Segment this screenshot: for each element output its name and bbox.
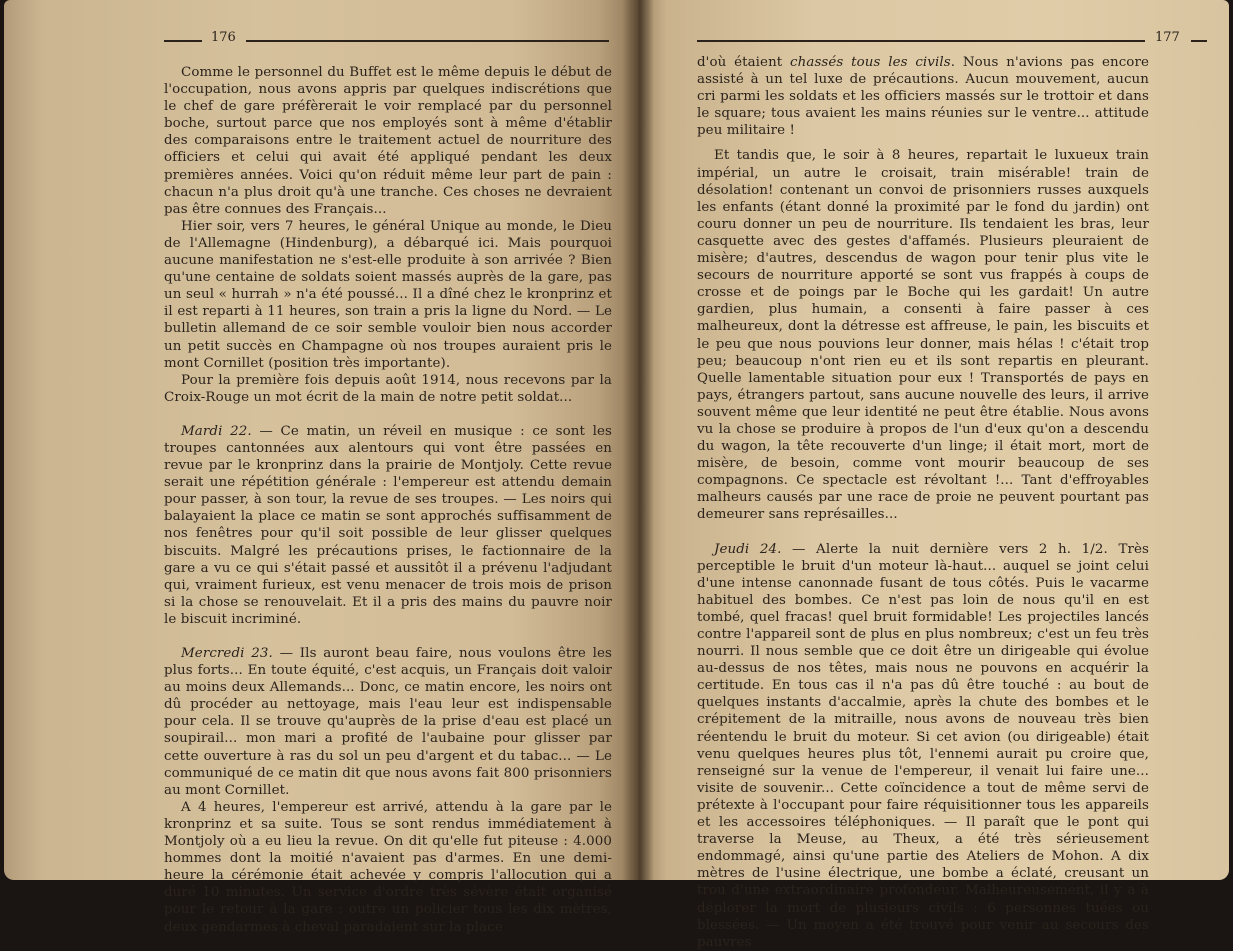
- paragraph: A 4 heures, l'empereur est arrivé, attendu à la gare par le kronprinz et sa suite. Tous se sont rendus immédiatement à Montjoly où a eu lieu la revue. On dit qu'elle fut piteuse : 4.000 hommes dont la moitié n'avaient pas d'armes. En une demi-heure la cérémonie était achevée y compris l'allocution qui a duré 10 minutes. Un service d'ordre très sévère était organisé pour le retour à la gare : outre un policier tous les dix mètres, deux gendarmes à cheval paradaient sur la place: [164, 799, 612, 935]
- diary-entry: Jeudi 24. — Alerte la nuit dernière vers 2 h. 1/2. Très perceptible le bruit d'un moteur là-haut... auquel se joint celui d'une intense canonnade fusant de tous côtés. Puis le vacarme habituel des bombes. Ce n'est pas loin de nous qu'il en est tombé, quel fracas! quel bruit formidable! Les projectiles lancés contre l'appareil sont de plus en plus nombreux; c'est un feu très nourri. Il nous semble que ce doit être un dirigeable qui évolue au-dessus de nos têtes, mais nous ne pouvons en acquérir la certitude. En tous cas il n'a pas dû être touché : au bout de quelques instants d'accalmie, après la chute des bombes et le crépitement de la mitraille, nous avons de nouveau très bien réentendu le bruit du moteur. Si cet avion (ou dirigeable) était venu quelques heures plus tôt, l'ennemi aurait pu croire que, renseigné sur la venue de l'empereur, il venait lui faire une... visite de souvenir... Cette coïncidence a tout de même servi de prétexte à l'occupant pour faire réquisitionner tous les appareils et les accessoires téléphoniques. — Il paraît que le pont qui traverse la Meuse, au Theux, a été très sérieusement endommagé, ainsi qu'une partie des Ateliers de Mohon. A dix mètres de l'usine électrique, une bombe a éclaté, creusant un trou d'une extraordinaire profondeur. Malheureusement, il y a à déplorer la mort de plusieurs civils : 6 personnes tuées ou blessées. — Un moyen a été trouvé pour venir au secours des pauvres: [697, 541, 1149, 950]
- right-page-number: 177: [1155, 30, 1180, 45]
- header-rule: [164, 40, 202, 42]
- paragraph: Hier soir, vers 7 heures, le général Unique au monde, le Dieu de l'Allemagne (Hindenburg), a débarqué ici. Mais pourquoi aucune manifestation ne s'est-elle produite à son arrivée ? Bien qu'une centaine de soldats soient massés auprès de la gare, pas un seul « hurrah » n'a été poussé... Il a dîné chez le kronprinz et il est reparti à 11 heures, son train a pris la ligne du Nord. — Le bulletin allemand de ce soir semble vouloir bien nous accorder un petit succès en Champagne où nos troupes auraient pris le mont Cornillet (position très importante).: [164, 218, 612, 371]
- entry-date: Mercredi 23.: [181, 646, 273, 661]
- header-rule: [1191, 40, 1207, 42]
- diary-entry: Mardi 22. — Ce matin, un réveil en musique : ce sont les troupes cantonnées aux alentours qui vont être passées en revue par le kronprinz dans la prairie de Montjoly. Cette revue serait une répétition générale : l'empereur est attendu demain pour passer, à son tour, la revue de ses troupes. — Les noirs qui balayaient la place ce matin se sont approchés suffisamment de nos fenêtres pour qu'il soit possible de leur glisser quelques biscuits. Malgré les précautions prises, le factionnaire de la gare a vu ce qui s'était passé et aussitôt il a prévenu l'adjudant qui, vraiment furieux, est venu menacer de trois mois de prison si la chose se renouvelait. Et il a pris des mains du pauvre noir le biscuit incriminé.: [164, 423, 612, 627]
- entry-date: Mardi 22.: [181, 423, 252, 439]
- diary-entry: Mercredi 23. — Ils auront beau faire, nous voulons être les plus forts... En toute équité, c'est acquis, un Français doit valoir au moins deux Allemands... Donc, ce matin encore, les noirs ont dû procéder au nettoyage, mais l'eau leur est indispensable pour cela. Il se trouve qu'auprès de la prise d'eau est placé un soupirail... mon mari a profité de l'aubaine pour glisser par cette ouverture à ras du sol un peu d'argent et du tabac... — Le communiqué de ce matin dit que nous avons fait 800 prisonniers au mont Cornillet.: [164, 646, 613, 798]
- right-page-text: [697, 54, 1149, 951]
- left-page: [4, 0, 637, 935]
- paragraph: Et tandis que, le soir à 8 heures, repartait le luxueux train impérial, un autre le croisait, train misérable! train de désolation! contenant un convoi de prisonniers russes auxquels les enfants (étant donné la proximité par le fond du jardin) ont couru donner un peu de nourriture. Ils tendaient les bras, leur casquette avec des gestes d'affamés. Plusieurs pleuraient de misère; d'autres, descendus de wagon pour tenir plus vite le secours de nourriture apporté se sont vus frappés à coups de crosse et de poings par le Boche qui les gardait! Un autre gardien, plus humain, a consenti à faire passer à ces malheureux, dont la détresse est affreuse, le pain, les biscuits et le peu que nous pouvions leur donner, mais hélas ! c'était trop peu; beaucoup n'ont rien eu et ils sont repartis en pleurant. Quelle lamentable situation pour eux ! Transportés de pays en pays, étrangers partout, sans aucune nouvelle des leurs, il arrive souvent même que leur identité ne peut être établie. Nous avons vu la chose se produire à propos de l'un d'eux qu'on a descendu du wagon, la tête recouverte d'un linge; il était mort, mort de misère, de besoin, comme vont mourir beaucoup de ses compagnons. Ce spectacle est révoltant !... Tant d'effroyables malheurs causés par une race de proie ne peuvent pourtant pas demeurer sans représailles...: [697, 148, 1149, 523]
- left-page-header: [164, 30, 609, 50]
- paragraph: d'où étaient chassés tous les civils. Nous n'avions pas encore assisté à un tel luxe de précautions. Aucun mouvement, aucun cri parmi les soldats et les officiers massés sur le trottoir et dans le square; tous avaient les mains réunies sur le ventre... attitude peu militaire !: [697, 55, 1149, 139]
- paragraph: Pour la première fois depuis août 1914, nous recevons par la Croix-Rouge un mot écrit de la main de notre petit soldat...: [164, 372, 612, 405]
- left-page-number: 176: [211, 30, 236, 45]
- right-page: [637, 0, 1229, 950]
- book-gutter: [622, 0, 654, 880]
- paragraph: Comme le personnel du Buffet est le même depuis le début de l'occupation, nous avons appris par quelques indiscrétions que le chef de gare préfèrerait le voir remplacé par du personnel boche, surtout parce que nos employés sont à même d'établir des comparaisons entre le traitement actuel de nourriture des officiers et celui qui avait été appliqué pendant les deux premières années. Voici qu'on réduit même leur part de pain : chacun n'a plus droit qu'à une tranche. Ces choses ne devraient pas être connues des Français...: [164, 65, 612, 217]
- header-rule: [697, 40, 1145, 42]
- entry-date: Jeudi 24.: [714, 541, 782, 557]
- header-rule: [246, 40, 609, 42]
- left-page-text: [164, 64, 612, 936]
- right-page-header: [697, 30, 1207, 50]
